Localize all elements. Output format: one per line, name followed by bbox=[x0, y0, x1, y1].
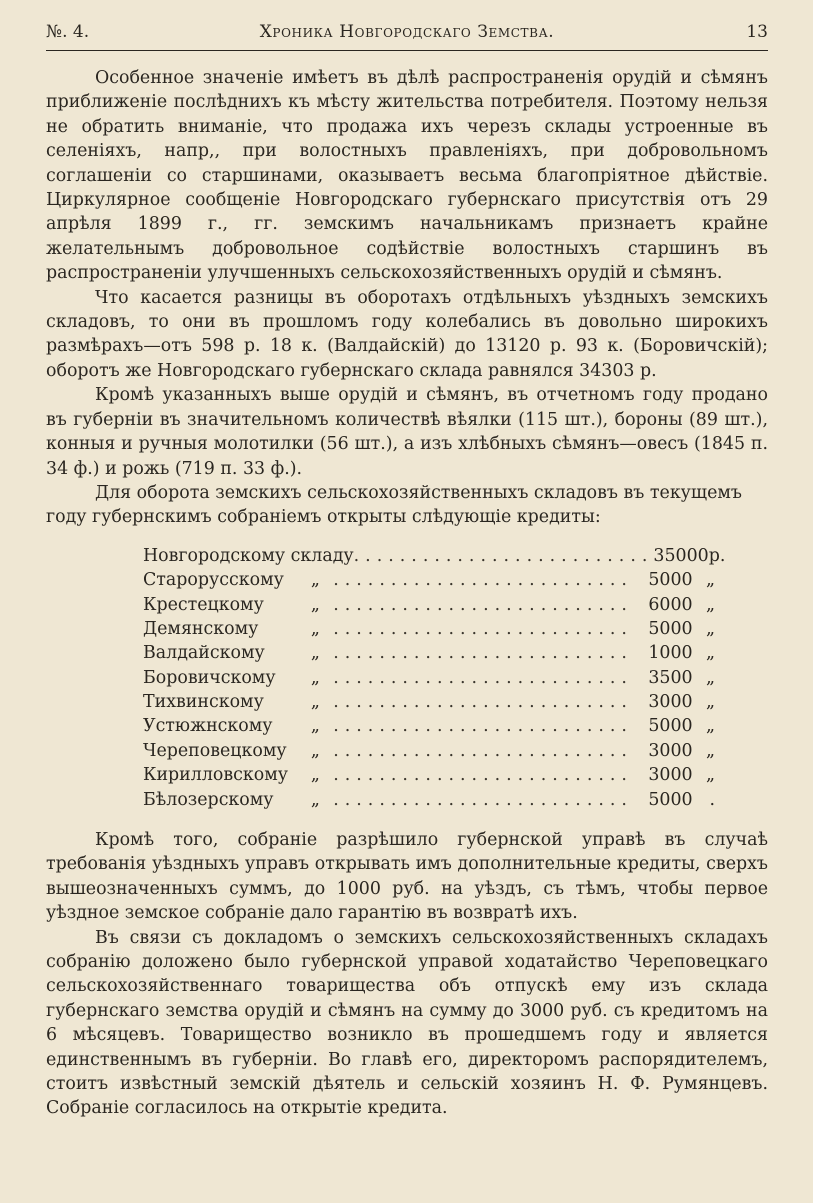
credit-unit: „ bbox=[705, 765, 715, 786]
page-number: 13 bbox=[746, 22, 768, 42]
credit-amount: 6000 bbox=[648, 594, 693, 615]
credits-intro: Для оборота земскихъ сельскохозяйственныхъ складовъ въ текущемъ году губернскимъ собраніемъ открыты слѣдующіе кредиты: bbox=[46, 482, 742, 528]
credit-name: Устюжнскому bbox=[143, 716, 273, 737]
credit-unit: . bbox=[709, 789, 715, 810]
credit-amount: 3500 bbox=[648, 667, 693, 688]
credit-row bbox=[143, 739, 715, 763]
credit-row bbox=[143, 593, 715, 617]
leader-dots: .......................... bbox=[333, 692, 633, 713]
credits-list bbox=[143, 544, 726, 812]
credit-unit: „ bbox=[705, 618, 715, 639]
credit-row bbox=[143, 714, 715, 738]
credit-ditto: „ bbox=[310, 765, 320, 786]
credit-row bbox=[143, 544, 726, 568]
credit-unit: „ bbox=[705, 594, 715, 615]
leader-dots: .......................... bbox=[333, 618, 633, 639]
credit-unit: „ bbox=[705, 570, 715, 591]
credit-row bbox=[143, 763, 715, 787]
credit-ditto: „ bbox=[310, 618, 320, 639]
leader-dots: .......................... bbox=[333, 740, 633, 761]
paragraph: Особенное значеніе имѣетъ въ дѣлѣ распространенія орудій и сѣмянъ приближеніе послѣднихъ къ мѣсту жительства потребителя. Поэтому нельзя не обратить вниманіе, что продажа ихъ черезъ склады устроенные въ селеніяхъ, напр,, при волостныхъ правленіяхъ, при добровольномъ соглашеніи со старшинами, оказываетъ весьма благопріятное дѣйствіе. Циркулярное сообщеніе Новгородскаго губернскаго присутствія отъ 29 апрѣля 1899 г., гг. земскимъ начальникамъ признаетъ крайне желательнымъ добровольное содѣйствіе волостныхъ старшинъ въ распространеніи улучшенныхъ сельскохозяйственныхъ орудій и сѣмянъ. bbox=[46, 68, 768, 284]
credit-amount: 1000 bbox=[648, 643, 693, 664]
leader-dots: .......................... bbox=[333, 570, 633, 591]
credit-amount: 5000 bbox=[648, 618, 693, 639]
credit-name: Бѣлозерскому bbox=[143, 789, 274, 810]
credit-amount: 3000 bbox=[648, 765, 693, 786]
credit-name: Старорусскому bbox=[143, 570, 284, 591]
credit-name: Валдайскому bbox=[143, 643, 265, 664]
credit-name: Тихвинскому bbox=[143, 692, 264, 713]
credit-name: Кирилловскому bbox=[143, 765, 288, 786]
credit-unit: „ bbox=[705, 692, 715, 713]
credit-name: Крестецкому bbox=[143, 594, 264, 615]
credit-unit: р. bbox=[708, 545, 726, 566]
credit-name: Боровичскому bbox=[143, 667, 276, 688]
credit-unit: „ bbox=[705, 667, 715, 688]
credit-row bbox=[143, 666, 715, 690]
credit-name: Демянскому bbox=[143, 618, 259, 639]
credit-ditto: „ bbox=[310, 789, 320, 810]
credit-ditto: „ bbox=[310, 692, 320, 713]
credit-name: Череповецкому bbox=[143, 740, 287, 761]
credit-amount: 3000 bbox=[648, 692, 693, 713]
credit-ditto: „ bbox=[310, 667, 320, 688]
paragraph: Что касается разницы въ оборотахъ отдѣльныхъ уѣздныхъ земскихъ складовъ, то они въ прошломъ году колебались въ довольно широкихъ размѣрахъ—отъ 598 р. 18 к. (Валдайскій) до 13120 р. 93 к. (Боровичскій); оборотъ же Новгородскаго губернскаго склада равнялся 34303 р. bbox=[46, 287, 768, 381]
credit-ditto: „ bbox=[310, 570, 320, 591]
credit-ditto: „ bbox=[310, 740, 320, 761]
leader-dots: .......................... bbox=[333, 765, 633, 786]
issue-number: №. 4. bbox=[46, 22, 90, 42]
credit-amount: 5000 bbox=[648, 789, 693, 810]
credit-ditto: „ bbox=[310, 594, 320, 615]
paragraph: Кромѣ указанныхъ выше орудій и сѣмянъ, въ отчетномъ году продано въ губерніи въ значительномъ количествѣ вѣялки (115 шт.), бороны (89 шт.), конныя и ручныя молотилки (56 шт.), а изъ хлѣбныхъ сѣмянъ—овесъ (1845 п. 34 ф.) и рожь (719 п. 33 ф.). bbox=[46, 385, 768, 479]
credit-ditto: „ bbox=[310, 716, 320, 737]
credit-row bbox=[143, 641, 715, 665]
leader-dots: .......................... bbox=[333, 594, 633, 615]
credit-row bbox=[143, 788, 715, 812]
leader-dots: .......................... bbox=[333, 667, 633, 688]
leader-dots: .......................... bbox=[333, 716, 633, 737]
leader-dots: .......................... bbox=[333, 789, 633, 810]
credit-amount: 5000 bbox=[648, 570, 693, 591]
credit-row bbox=[143, 617, 715, 641]
credit-ditto: „ bbox=[310, 643, 320, 664]
running-header bbox=[46, 22, 768, 51]
credit-unit: „ bbox=[705, 740, 715, 761]
credit-name: Новгородскому складу bbox=[143, 545, 354, 566]
credit-row bbox=[143, 690, 715, 714]
journal-title: Хроника Новгородскаго Земства. bbox=[259, 22, 555, 42]
leader-dots: .......................... bbox=[353, 545, 654, 566]
leader-dots: .......................... bbox=[333, 643, 633, 664]
credit-amount: 5000 bbox=[648, 716, 693, 737]
paragraph: Кромѣ того, собраніе разрѣшило губернской управѣ въ случаѣ требованія уѣздныхъ управъ открывать имъ дополнительные кредиты, сверхъ вышеозначенныхъ суммъ, до 1000 руб. на уѣздъ, съ тѣмъ, чтобы первое уѣздное земское собраніе дало гарантію въ возвратѣ ихъ. bbox=[46, 830, 768, 924]
credit-row bbox=[143, 568, 715, 592]
text-body bbox=[46, 66, 768, 1121]
credit-unit: „ bbox=[705, 643, 715, 664]
paragraph: Въ связи съ докладомъ о земскихъ сельскохозяйственныхъ складахъ собранію доложено было губернской управой ходатайство Череповецкаго сельскохозяйственнаго товарищества объ отпускѣ ему изъ склада губернскаго земства орудій и сѣмянъ на сумму до 3000 руб. съ кредитомъ на 6 мѣсяцевъ. Товарищество возникло въ прошедшемъ году и является единственнымъ въ губерніи. Во главѣ его, директоромъ распорядителемъ, стоитъ извѣстный земскій дѣятель и сельскій хозяинъ Н. Ф. Румянцевъ. Собраніе согласилось на открытіе кредита. bbox=[46, 927, 768, 1119]
credit-amount: 35000 bbox=[653, 545, 709, 566]
credit-amount: 3000 bbox=[648, 740, 693, 761]
credit-unit: „ bbox=[705, 716, 715, 737]
